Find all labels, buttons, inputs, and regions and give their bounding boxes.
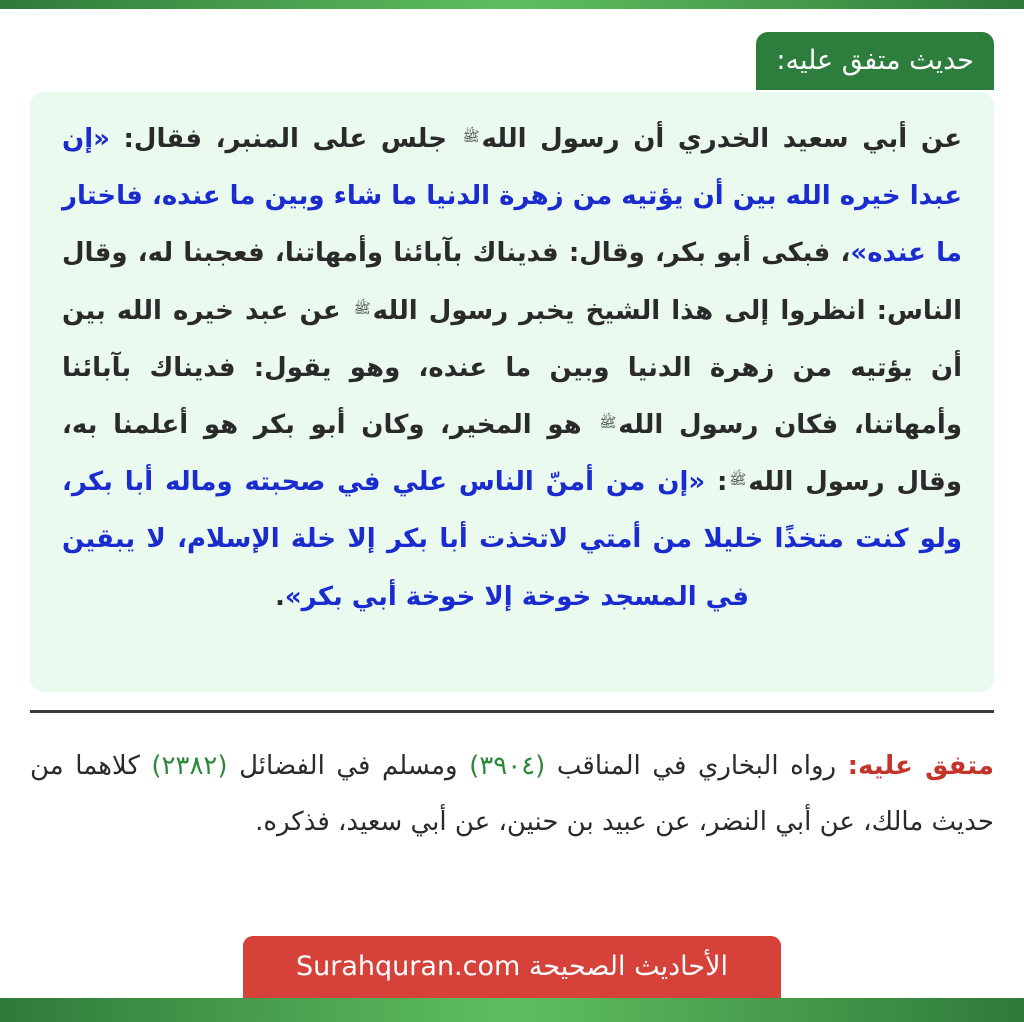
prophet-quote-1: «إن عبدا خيره الله بين أن يؤتيه من زهرة الدنيا ما شاء وبين ما عنده، فاختار ما عنده» xyxy=(62,124,963,269)
source-text: ومسلم في الفضائل xyxy=(227,751,470,781)
hadith-text-part: عن عبد خيره الله بين أن يؤتيه من زهرة الدنيا وبين ما عنده، وهو يقول: فديناك بآبائنا وأمهاتنا، فكان رسول الله xyxy=(62,295,962,441)
hadith-text-part: جلس على المنبر، فقال: xyxy=(109,124,461,154)
hadith-text-part: ، فبكى أبو بكر، وقال: فديناك بآبائنا وأمهاتنا، فعجبنا له، وقال الناس: انظروا إلى هذا الشيخ يخبر رسول الله xyxy=(62,238,962,326)
source-label: متفق عليه: xyxy=(847,751,994,781)
salla-glyph-icon: ﷺ xyxy=(729,472,747,489)
top-accent-bar xyxy=(0,0,1024,9)
section-divider xyxy=(30,710,994,713)
source-text: رواه البخاري في المناقب xyxy=(545,751,848,781)
source-text: كلاهما من حديث مالك، عن أبي النضر، عن عبيد بن حنين، عن أبي سعيد، فذكره. xyxy=(30,751,994,837)
hadith-text-part: هو المخير، وكان أبو بكر هو أعلمنا به، وقال رسول الله xyxy=(62,410,962,498)
hadith-type-label: حديث متفق عليه: xyxy=(756,32,994,90)
hadith-text-box xyxy=(30,92,994,692)
salla-glyph-icon: ﷺ xyxy=(353,300,371,317)
bottom-accent-bar xyxy=(0,998,1024,1022)
salla-glyph-icon: ﷺ xyxy=(462,129,480,145)
hadith-text-part: : xyxy=(705,467,728,498)
salla-glyph-icon: ﷺ xyxy=(599,415,617,432)
hadith-source xyxy=(30,738,994,850)
hadith-text-part: عن أبي سعيد الخدري أن رسول الله xyxy=(481,124,962,154)
source-number: (٣٩٠٤) xyxy=(469,751,546,781)
prophet-quote-2: «إن من أمنّ الناس علي في صحبته وماله أبا بكر، ولو كنت متخذًا خليلا من أمتي لاتخذت أبا بكر إلا خلة الإسلام، لا يبقين في المسجد خوخة إلا خوخة أبي بكر» xyxy=(62,467,962,612)
site-name-badge: الأحاديث الصحيحة Surahquran.com xyxy=(243,936,781,998)
source-number: (٢٣٨٢) xyxy=(151,751,228,781)
hadith-text-part: . xyxy=(274,581,285,612)
